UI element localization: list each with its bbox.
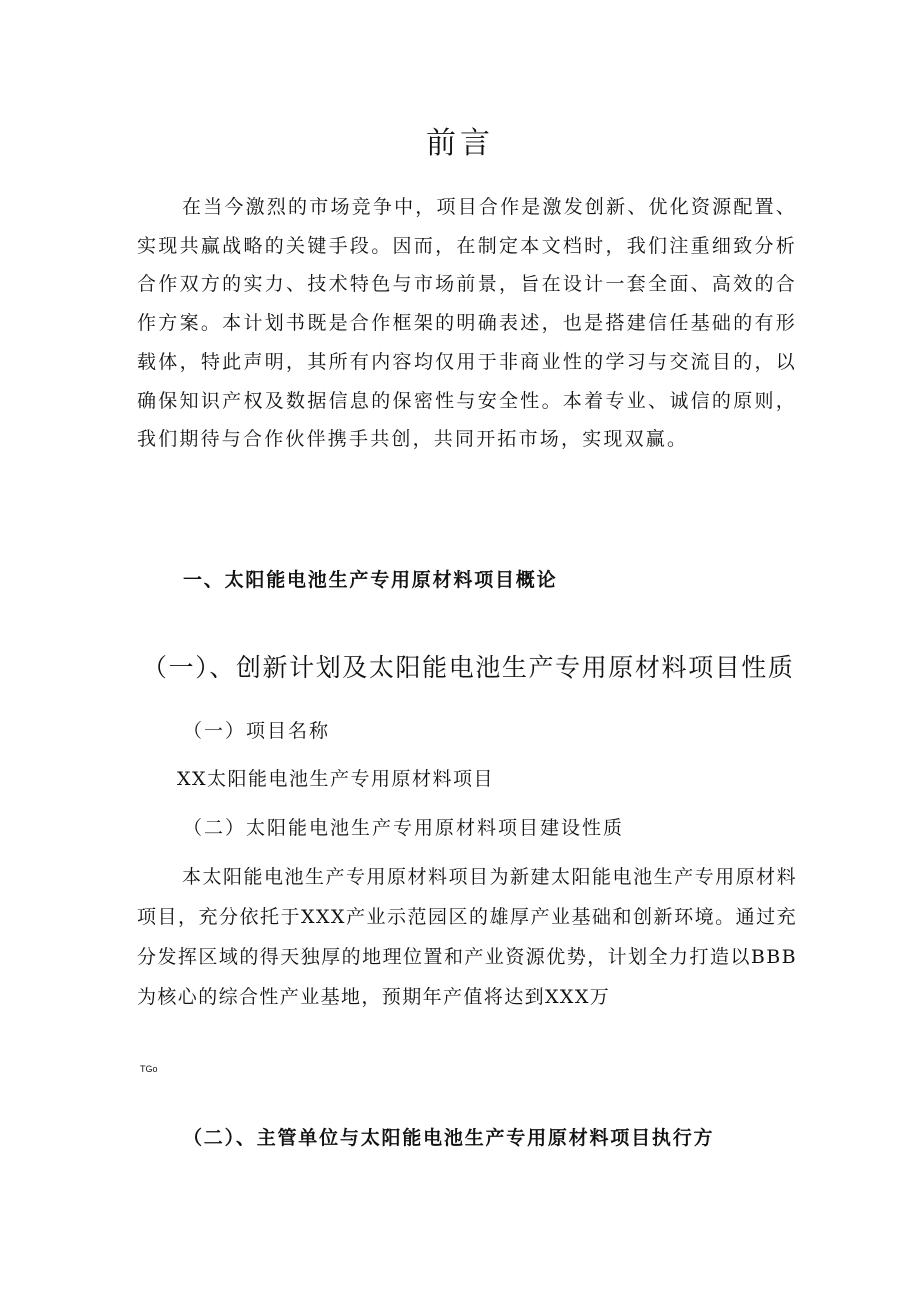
section-heading-overview: 一、太阳能电池生产专用原材料项目概论 bbox=[183, 569, 558, 591]
item-label-project-name: （一）项目名称 bbox=[183, 720, 331, 742]
subsection-heading-project-nature: （一）、创新计划及太阳能电池生产专用原材料项目性质 bbox=[142, 653, 795, 682]
construction-paragraph: 本太阳能电池生产专用原材料项目为新建太阳能电池生产专用原材料项目，充分依托于XXX产业示范园区的雄厚产业基础和创新环境。通过充分发挥区域的得天独厚的地理位置和产业资源优势，计划全力打造以BBB为核心的综合性产业基地，预期年产值将达到XXX万 bbox=[137, 866, 797, 1008]
page-title: 前言 bbox=[426, 126, 494, 161]
subsection-heading-executing-party: （二）、主管单位与太阳能电池生产专用原材料项目执行方 bbox=[183, 1127, 715, 1149]
preface-paragraph: 在当今激烈的市场竞争中，项目合作是激发创新、优化资源配置、实现共赢战略的关键手段。因而，在制定本文档时，我们注重细致分析合作双方的实力、技术特色与市场前景，旨在设计一套全面、高效的合作方案。本计划书既是合作框架的明确表述，也是搭建信任基础的有形载体，特此声明，其所有内容均仅用于非商业性的学习与交流目的，以确保知识产权及数据信息的保密性与安全性。本着专业、诚信的原则，我们期待与合作伙伴携手共创，共同开拓市场，实现双赢。 bbox=[137, 196, 797, 451]
footnote-mark: TGo bbox=[140, 1064, 158, 1074]
project-name-value: XX太阳能电池生产专用原材料项目 bbox=[177, 768, 495, 790]
item-label-construction-nature: （二）太阳能电池生产专用原材料项目建设性质 bbox=[183, 817, 625, 839]
